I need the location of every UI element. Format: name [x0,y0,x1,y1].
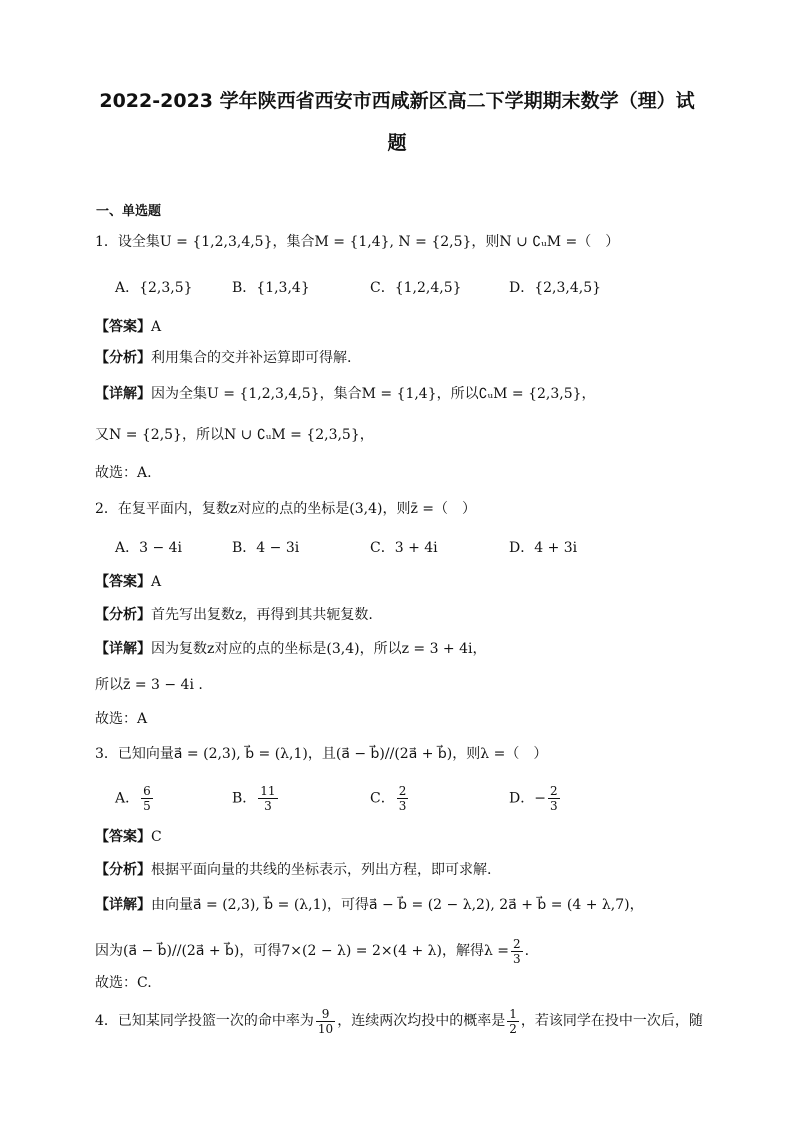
fraction [258,784,277,813]
document-title-line2: 题 [387,132,407,154]
answer-tag: 【答案】 [95,574,151,590]
question-1-stem: 1．设全集U = {1,2,3,4,5}，集合M = {1,4}, N = {2,5}，则N ∪ ∁ᵤM =（ ） [95,234,620,250]
analysis-tag: 【分析】 [95,862,151,878]
question-1-option-c: C．{1,2,4,5} [370,280,462,296]
analysis-text: 首先写出复数z，再得到其共轭复数. [151,607,373,623]
fraction [548,784,560,813]
detail-tag: 【详解】 [95,897,151,913]
option-label: B． [232,790,257,807]
question-2-option-d: D．4 + 3i [509,540,578,556]
question-3-analysis [95,859,491,881]
fraction-denominator: 3 [398,799,407,813]
fraction-numerator: 2 [398,784,407,798]
question-3-option-c [370,784,410,813]
question-1-detail [95,383,596,405]
question-2-analysis [95,604,373,626]
question-3-detail [95,894,644,916]
detail-tag: 【详解】 [95,641,151,657]
question-3-answer [95,826,162,848]
stem-text: ，若该同学在投中一次后，随 [520,1013,703,1029]
option-label: C． [370,790,395,807]
detail-text: 由向量a⃗ = (2,3), b⃗ = (λ,1)，可得a⃗ − b⃗ = (2 − λ,2), 2a⃗ + b⃗ = (4 + λ,7)， [151,897,644,913]
question-3-option-d [509,784,562,813]
option-label: A． [115,790,140,807]
question-1-option-b: B．{1,3,4} [232,280,310,296]
detail-text: . [524,943,530,959]
question-1-conclusion: 故选：A. [95,465,152,481]
question-4-stem [95,1003,703,1039]
section-heading: 一、单选题 [96,204,162,219]
question-2-conclusion: 故选：A [95,711,148,727]
question-2-option-a: A．3 − 4i [115,540,183,556]
analysis-tag: 【分析】 [95,607,151,623]
question-2-detail [95,638,487,660]
option-label: D．− [509,790,546,807]
answer-tag: 【答案】 [95,319,151,335]
fraction-denominator: 3 [513,951,521,966]
question-3-stem: 3．已知向量a⃗ = (2,3), b⃗ = (λ,1)，且(a⃗ − b⃗)//(2a⃗ + b⃗)，则λ =（ ） [95,746,548,762]
question-2-option-c: C．3 + 4i [370,540,438,556]
question-3-detail-cont [95,934,529,968]
fraction-denominator: 5 [143,799,151,813]
stem-text: ，连续两次均投中的概率是 [337,1013,506,1029]
detail-tag: 【详解】 [95,386,151,402]
question-3-option-b [232,784,280,813]
fraction-numerator: 6 [143,784,151,798]
answer-tag: 【答案】 [95,829,151,845]
fraction [511,937,523,966]
detail-text: 因为全集U = {1,2,3,4,5}，集合M = {1,4}，所以∁ᵤM = {2,3,5}， [151,386,596,402]
question-1-answer [95,316,161,338]
fraction-denominator: 3 [264,799,272,813]
question-3-option-a [115,784,155,813]
answer-value: A [151,574,162,590]
fraction-numerator: 9 [316,1007,335,1022]
question-1-analysis [95,347,351,369]
question-2-stem: 2．在复平面内，复数z对应的点的坐标是(3,4)，则z̄ =（ ） [95,501,477,517]
question-2-option-b: B．4 − 3i [232,540,300,556]
fraction [507,1007,519,1036]
fraction-numerator: 1 [509,1006,517,1021]
answer-value: A [151,319,162,335]
detail-text: 因为(a⃗ − b⃗)//(2a⃗ + b⃗)，可得7×(2 − λ) = 2×(4 + λ)，解得λ = [95,943,510,959]
question-1-option-a: A．{2,3,5} [115,280,193,296]
fraction-numerator: 2 [549,784,558,798]
question-1-option-d: D．{2,3,4,5} [509,280,602,296]
fraction-numerator: 11 [260,784,276,798]
question-2-answer [95,571,161,593]
question-3-conclusion: 故选：C. [95,975,152,991]
fraction-denominator: 2 [509,1021,517,1036]
analysis-text: 根据平面向量的共线的坐标表示，列出方程，即可求解. [151,862,492,878]
answer-value: C [151,829,162,845]
question-2-detail-cont: 所以z̄ = 3 − 4i . [95,677,203,693]
fraction-numerator: 2 [513,936,521,951]
analysis-text: 利用集合的交并补运算即可得解. [151,350,352,366]
document-title-line1: 2022-2023 学年陕西省西安市西咸新区高二下学期期末数学（理）试 [99,90,695,112]
fraction-denominator: 3 [549,799,558,813]
question-1-detail-cont: 又N = {2,5}，所以N ∪ ∁ᵤM = {2,3,5}， [95,427,374,443]
fraction [397,784,409,813]
analysis-tag: 【分析】 [95,350,151,366]
detail-text: 因为复数z对应的点的坐标是(3,4)，所以z = 3 + 4i， [151,641,487,657]
fraction-denominator: 10 [317,1021,334,1036]
stem-text: 4．已知某同学投篮一次的命中率为 [95,1013,314,1029]
fraction [316,1007,335,1036]
fraction [141,784,153,813]
